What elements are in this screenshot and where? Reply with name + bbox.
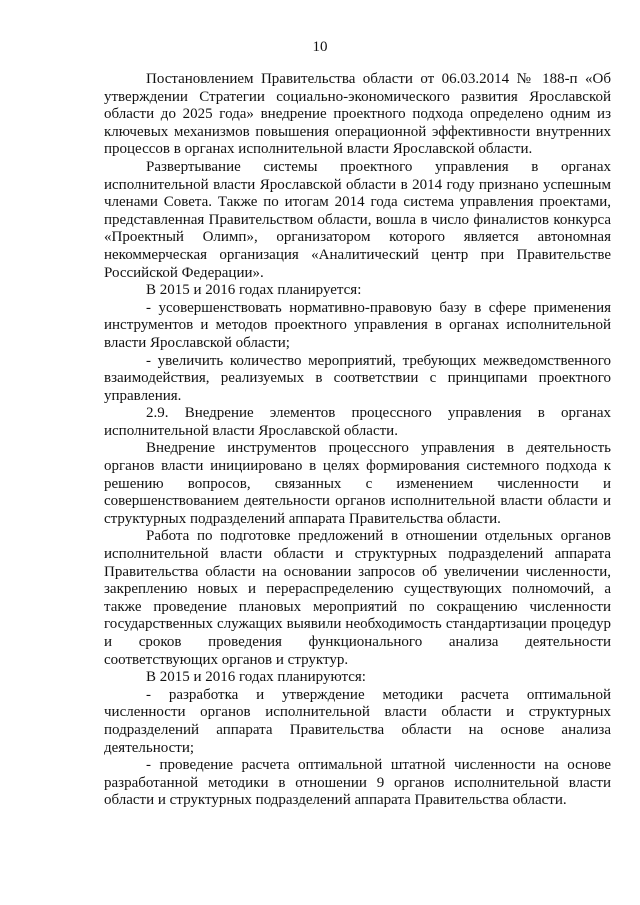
section-heading-2-9: 2.9. Внедрение элементов процессного управления в органах исполнительной власти Ярославской области.: [104, 405, 611, 439]
list-item-methodology-development: - разработка и утверждение методики расчета оптимальной численности органов исполнительной власти области и структурных подразделений аппарата Правительства области на основе анализа деятельности;: [104, 686, 611, 756]
paragraph-strategy-resolution: Постановлением Правительства области от 06.03.2014 № 188-п «Об утверждении Стратегии социально-экономического развития Ярославской области до 2025 года» внедрение проектного подхода определено одним из ключевых механизмов повышения операционной эффективности внутренних процессов в органах исполнительной власти Ярославской области.: [104, 71, 611, 158]
list-item-improve-regulations: - усовершенствовать нормативно-правовую базу в сфере применения инструментов и методов проектного управления в органах исполнительной власти Ярославской области;: [104, 299, 611, 351]
paragraph-planned-2015-2016-second: В 2015 и 2016 годах планируются:: [146, 669, 366, 686]
paragraph-proposal-preparation: Работа по подготовке предложений в отношении отдельных органов исполнительной власти области и структурных подразделений аппарата Правительства области на основании запросов об увеличении численности, закреплению новых и перераспределению существующих полномочий, а также проведение плановых мероприятий по сокращению численности государственных служащих выявили необходимость стандартизации процедур и сроков проведения функционального анализа деятельности соответствующих органов и структур.: [104, 528, 611, 668]
paragraph-process-management-tools: Внедрение инструментов процессного управления в деятельность органов власти инициировано в целях формирования системного подхода к решению вопросов, связанных с изменением численности и совершенствованием деятельности органов исполнительной власти области и структурных подразделений аппарата Правительства области.: [104, 440, 611, 527]
page-number: 10: [312, 39, 328, 55]
paragraph-project-management-deployment: Развертывание системы проектного управления в органах исполнительной власти Ярославской области в 2014 году признано успешным членами Совета. Также по итогам 2014 года система управления проектами, представленная Правительством области, вошла в число финалистов конкурса «Проектный Олимп», организатором которого является автономная некоммерческая организация «Аналитический центр при Правительстве Российской Федерации».: [104, 158, 611, 281]
document-body: [104, 71, 611, 810]
paragraph-planned-2015-2016: В 2015 и 2016 годах планируется:: [146, 282, 362, 299]
list-item-staff-calculation: - проведение расчета оптимальной штатной численности на основе разработанной методики в отношении 9 органов исполнительной власти области и структурных подразделений аппарата Правительства области.: [104, 757, 611, 809]
list-item-increase-events: - увеличить количество мероприятий, требующих межведомственного взаимодействия, реализуемых в соответствии с принципами проектного управления.: [104, 352, 611, 404]
